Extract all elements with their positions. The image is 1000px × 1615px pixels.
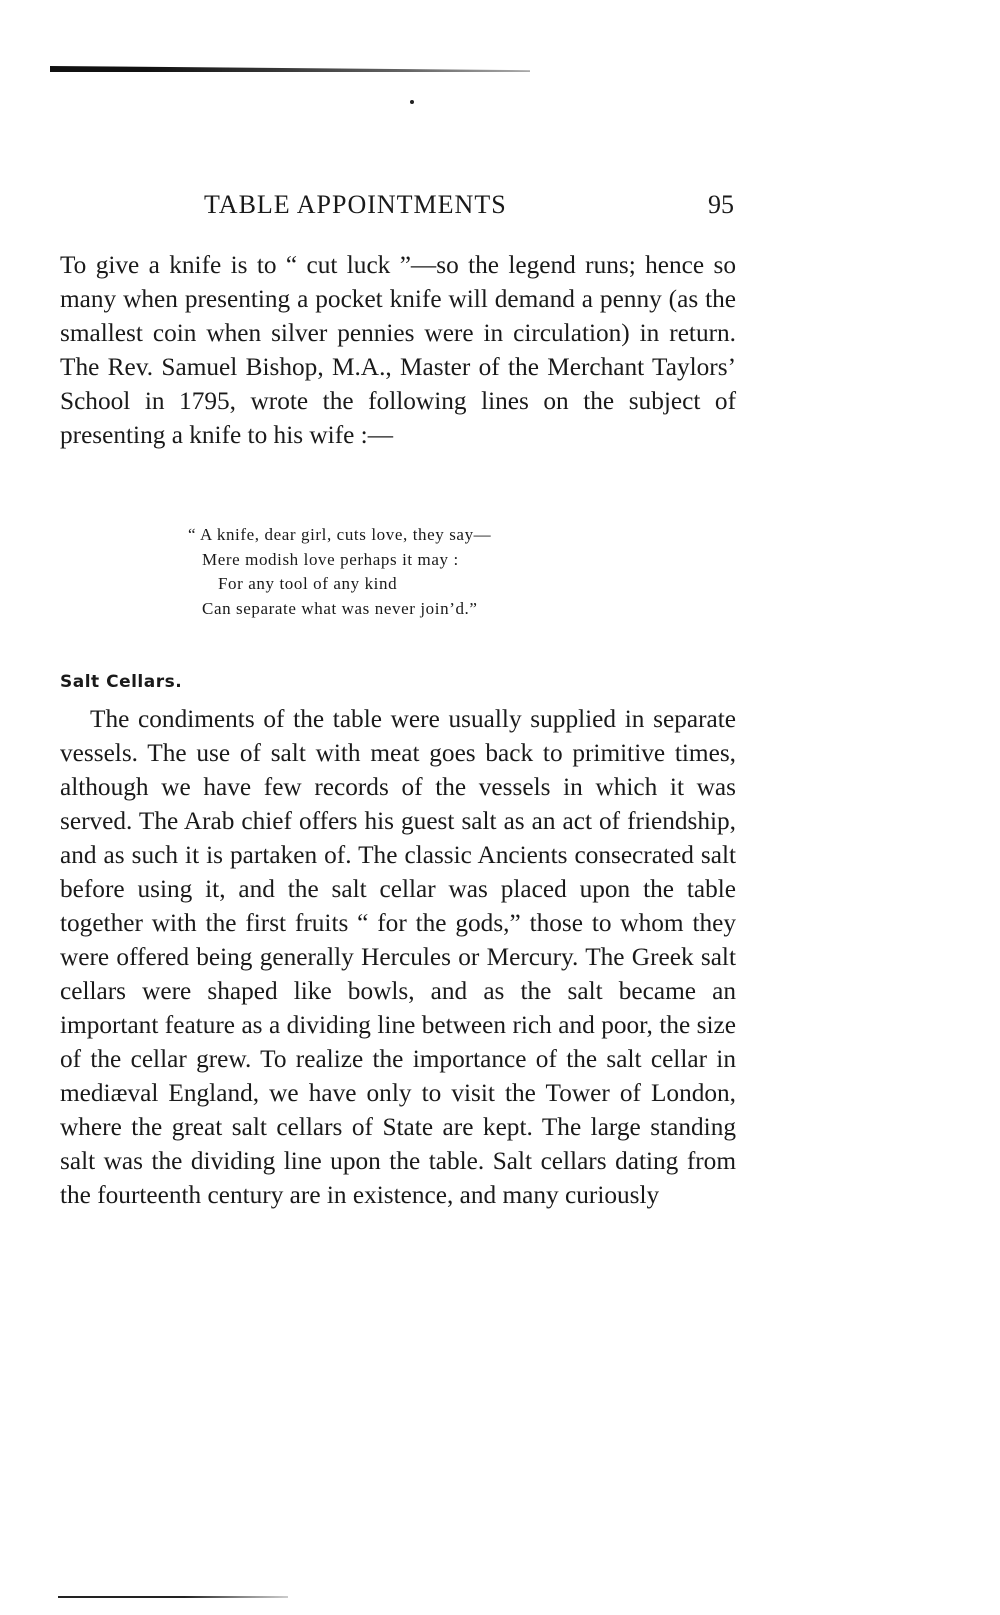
paragraph-knife-legend: To give a knife is to “ cut luck ”—so the legend runs; hence so many when presenting a pocket knife will demand a penny (as the smallest coin when silver pennies were in circulation) in return. The Rev. Samuel Bishop, M.A., Master of the Merchant Taylors’ School in 1795, wrote the following lines on the subject of presenting a knife to his wife :— [60,251,736,449]
verse-quotation [188,523,491,621]
verse-line: For any tool of any kind [218,574,398,593]
ink-speck [410,100,414,104]
verse-line: Mere modish love perhaps it may : [202,549,459,569]
running-header [204,190,734,220]
running-header-title: TABLE APPOINTMENTS [204,190,507,219]
paragraph-salt-cellars: The condiments of the table were usually supplied in separate vessels. The use of salt with meat goes back to primitive times, although we have few records of the vessels in which it was served. The Arab chief offers his guest salt as an act of friendship, and as such it is partaken of. The classic Ancients consecrated salt before using it, and the salt cellar was placed upon the table together with the first fruits “ for the gods,” those to whom they were offered being generally Hercules or Mercury. The Greek salt cellars were shaped like bowls, and as the salt became an important feature as a dividing line between rich and poor, the size of the cellar grew. To realize the importance of the salt cellar in mediæval England, we have only to visit the Tower of London, where the great salt cellars of State are kept. The large standing salt was the dividing line upon the table. Salt cellars dating from the fourteenth century are in existence, and many curiously [60,705,736,1209]
bottom-printer-rule [58,1596,288,1598]
verse-line: “ A knife, dear girl, cuts love, they say— [188,525,492,544]
section-heading-salt-cellars: Salt Cellars. [60,672,183,692]
page-number: 95 [708,190,734,219]
verse-line: Can separate what was never join’d.” [202,598,478,618]
top-printer-rule [50,66,530,72]
